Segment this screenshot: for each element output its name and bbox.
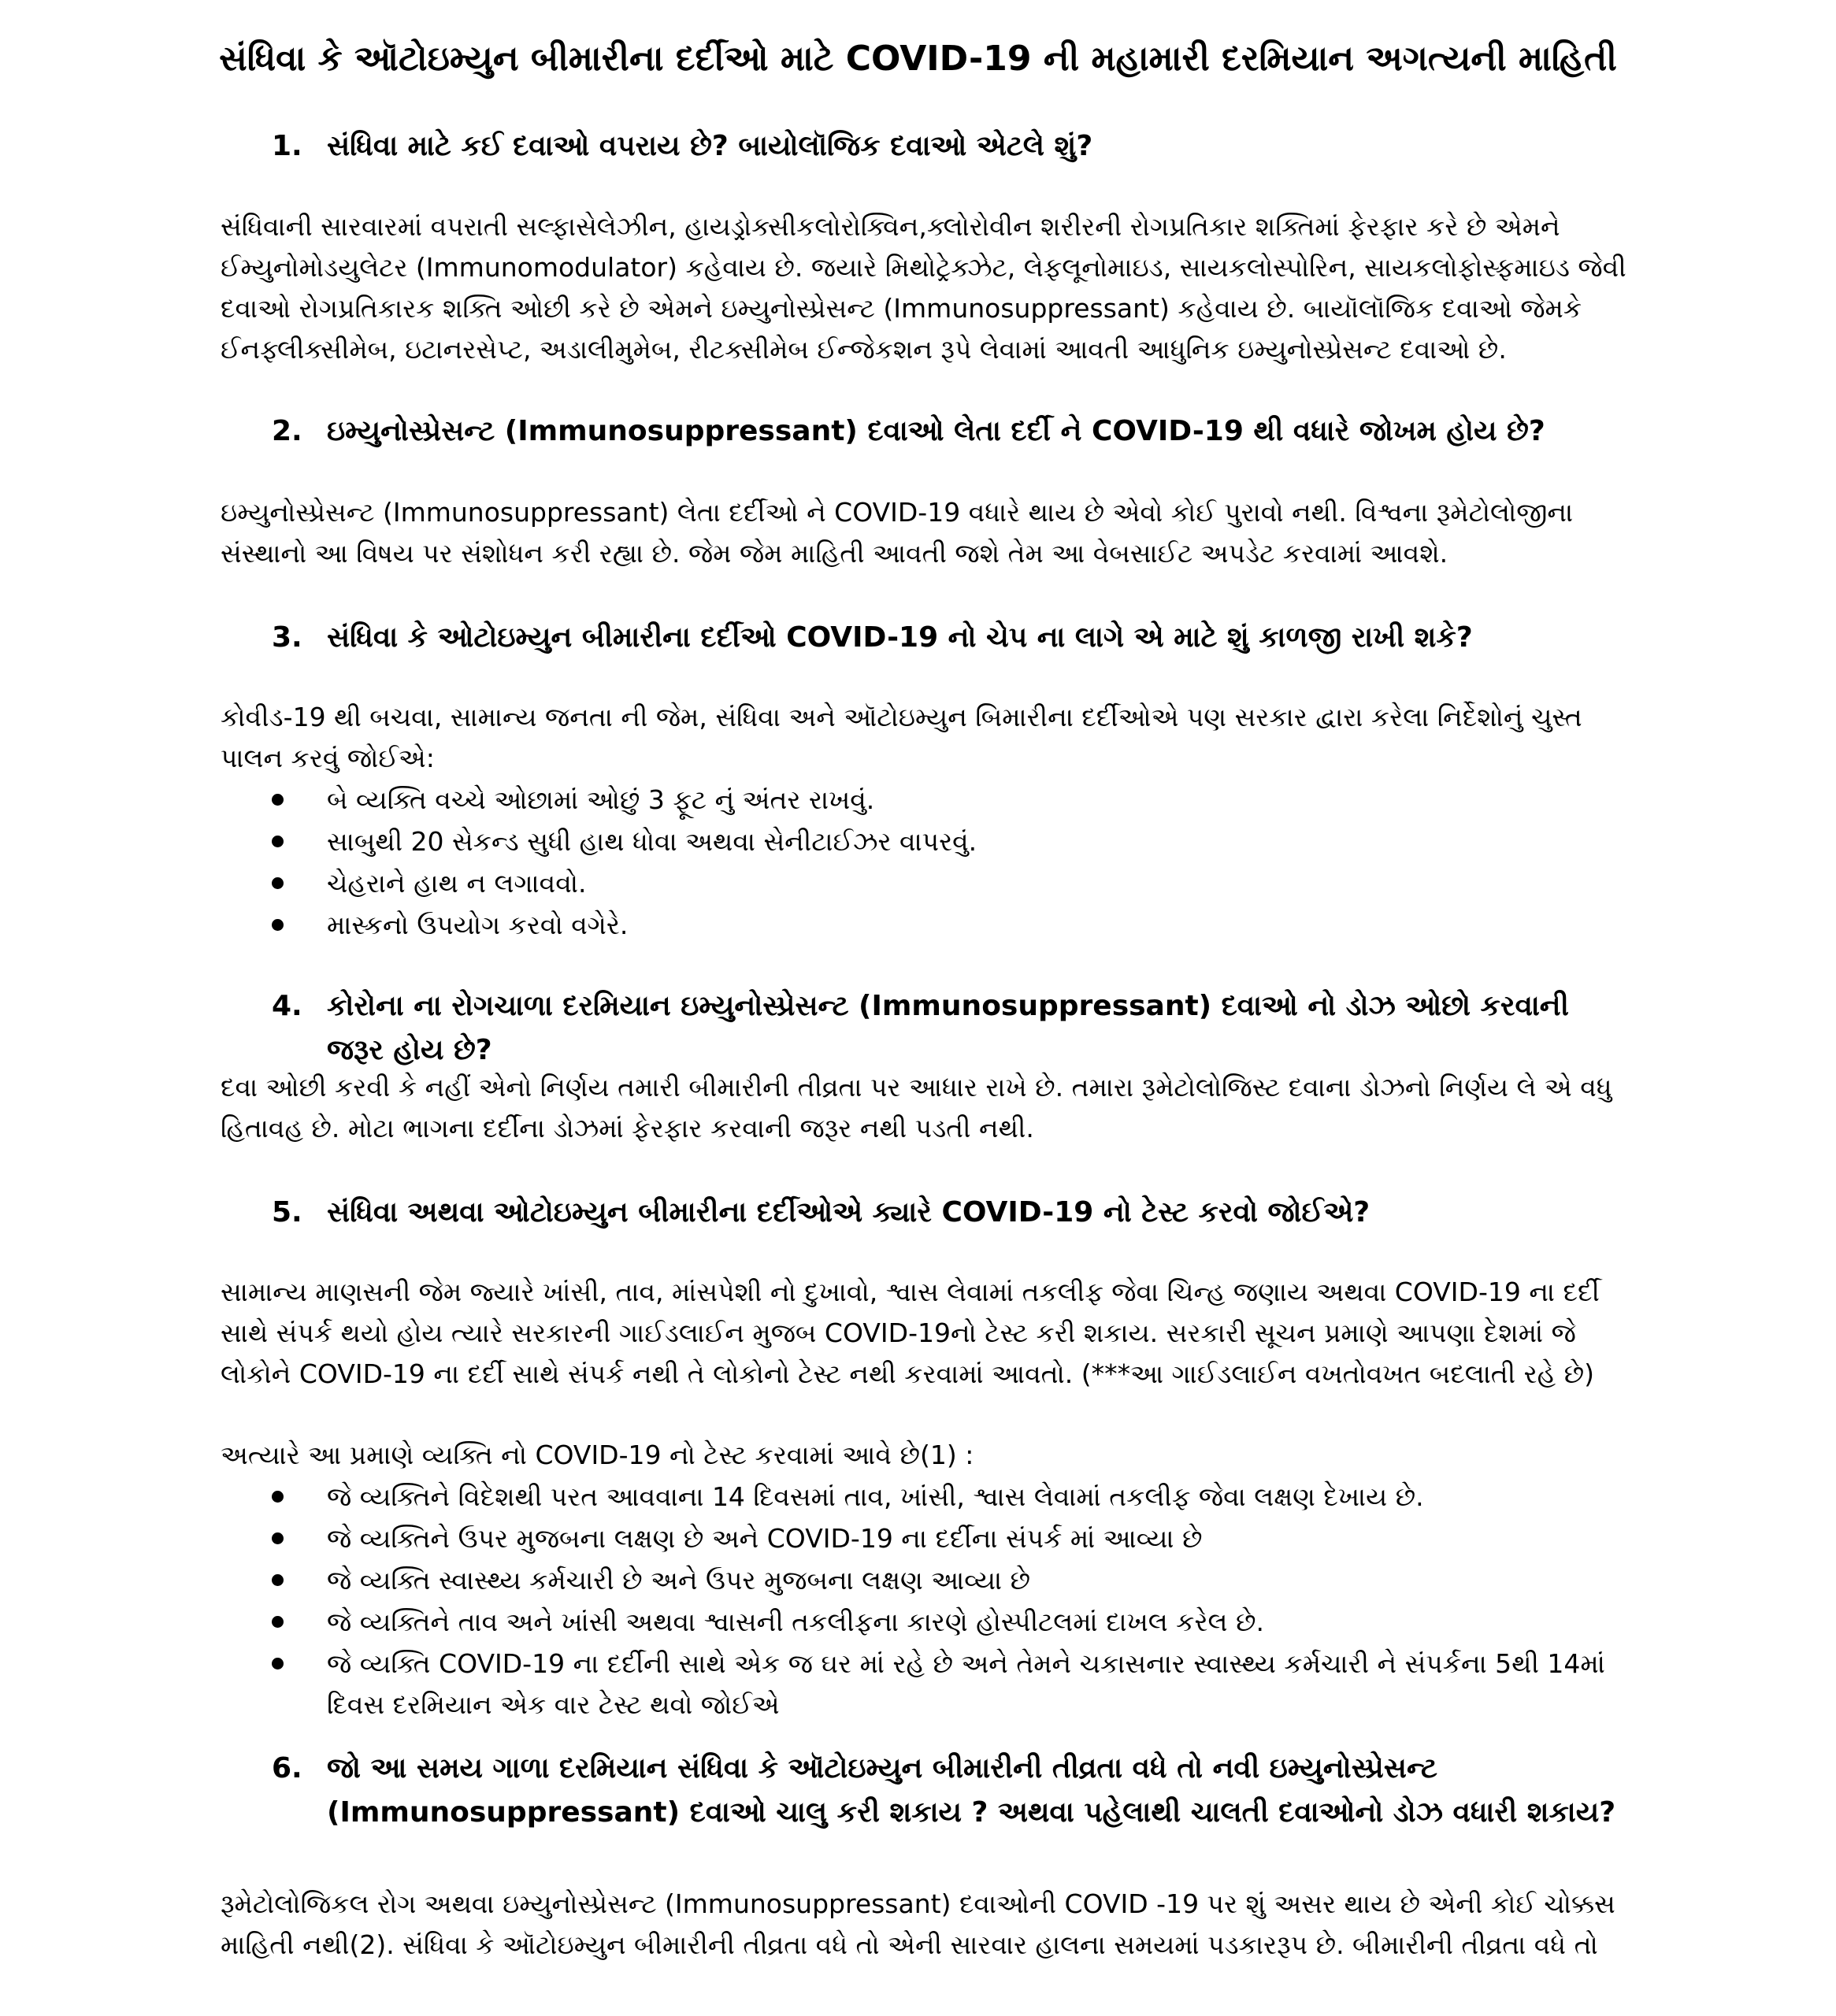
question-text: સંધિવા કે ઓટોઇમ્યુન બીમારીના દર્દીઓ COVID-19 નો ચેપ ના લાગે એ માટે શું કાળજી રાખી શકે?	[327, 621, 1473, 654]
question-text: જો આ સમય ગાળા દરમિયાન સંધિવા કે ઑટોઇમ્યુન બીમારીની તીવ્રતા વધે તો નવી ઇમ્યુનોસ્પ્રેસન્ટ (Immunosuppressant) દવાઓ ચાલુ કરી શકાય ? અથવા પહેલાથી ચાલતી દવાઓનો ડોઝ વધારી શકાય?	[327, 1752, 1616, 1829]
bullet-icon	[272, 1658, 284, 1670]
page-title: સંધિવા કે ઑટોઇમ્યુન બીમારીના દર્દીઓ માટે COVID-19 ની મહામારી દરમિયાન અગત્યની માહિતી	[219, 39, 1617, 79]
list-item: ચેહરાને હાથ ન લગાવવો.	[272, 863, 1626, 904]
precautions-list	[272, 780, 1626, 947]
bullet-icon	[272, 1574, 284, 1586]
paragraph: સામાન્ય માણસની જેમ જ્યારે ખાંસી, તાવ, માંસપેશી નો દુખાવો, શ્વાસ લેવામાં તકલીફ જેવા ચિન્હ જણાય અથવા COVID-19 ના દર્દી સાથે સંપર્ક થયો હોય ત્યારે સરકારની ગાઈડલાઈન મુજબ COVID-19નો ટેસ્ટ કરી શકાય. સરકારી સૂચન પ્રમાણે આપણા દેશમાં જે લોકોને COVID-19 ના દર્દી સાથે સંપર્ક નથી તે લોકોનો ટેસ્ટ નથી કરવામાં આવતો. (***આ ગાઈડલાઈન વખતોવખત બદલાતી રહે છે)	[221, 1277, 1600, 1389]
list-item: બે વ્યક્તિ વચ્ચે ઓછામાં ઓછું 3 ફૂટ નું અંતર રાખવું.	[272, 780, 1626, 821]
question-text: સંધિવા અથવા ઓટોઇમ્યુન બીમારીના દર્દીઓએ ક્યારે COVID-19 નો ટેસ્ટ કરવો જોઈએ?	[327, 1196, 1371, 1228]
question-number: 6.	[272, 1752, 302, 1784]
question-text: સંધિવા માટે કઈ દવાઓ વપરાય છે? બાયોલૉજિક દવાઓ એટલે શું?	[327, 130, 1093, 162]
question-number: 2.	[272, 415, 302, 447]
bullet-icon	[272, 1532, 284, 1544]
question-number: 3.	[272, 621, 302, 654]
paragraph: ઇમ્યુનોસ્પ્રેસન્ટ (Immunosuppressant) લેતા દર્દીઓ ને COVID-19 વધારે થાય છે એવો કોઈ પુરાવો નથી. વિશ્વના રૂમેટોલોજીના સંસ્થાનો આ વિષય પર સંશોધન કરી રહ્યા છે. જેમ જેમ માહિતી આવતી જશે તેમ આ વેબસાઈટ અપડેટ કરવામાં આવશે.	[221, 497, 1574, 569]
bullet-icon	[272, 1491, 284, 1503]
bullet-icon	[272, 919, 284, 931]
question-6	[272, 1747, 1634, 1835]
question-3	[272, 616, 1634, 660]
list-item: જે વ્યક્તિને વિદેશથી પરત આવવાના 14 દિવસમાં તાવ, ખાંસી, શ્વાસ લેવામાં તકલીફ જેવા લક્ષણ દેખાય છે.	[272, 1477, 1626, 1518]
list-item: જે વ્યક્તિને તાવ અને ખાંસી અથવા શ્વાસની તકલીફના કારણે હોસ્પીટલમાં દાખલ કરેલ છે.	[272, 1602, 1626, 1643]
list-item: જે વ્યક્તિ COVID-19 ના દર્દીની સાથે એક જ ઘર માં રહે છે અને તેમને ચકાસનાર સ્વાસ્થ્ય કર્મચારી ને સંપર્કના 5થી 14માં દિવસ દરમિયાન એક વાર ટેસ્ટ થવો જોઈએ	[272, 1644, 1626, 1725]
answer-5	[221, 1272, 1630, 1395]
answer-2	[221, 492, 1630, 574]
question-5	[272, 1191, 1634, 1235]
answer-6	[221, 1884, 1630, 1966]
paragraph: સંધિવાની સારવારમાં વપરાતી સલ્ફાસેલેઝીન, હાયડ્રોક્સીકલોરોક્વિન,ક્લોરોવીન શરીરની રોગપ્રતિકાર શક્તિમાં ફેરફાર કરે છે એમને ઈમ્યુનોમોડયુલેટર (Immunomodulator) કહેવાય છે. જયારે મિથોટ્રેક્ઝેટ, લેફલૂનોમાઇડ, સાયકલોસ્પોરિન, સાયકલોફોસ્ફમાઇડ જેવી દવાઓ રોગપ્રતિકારક શક્તિ ઓછી કરે છે એમને ઇમ્યુનોસ્પ્રેસન્ટ (Immunosuppressant) કહેવાય છે. બાયૉલૉજિક દવાઓ જેમકે ઈનફ્લીક્સીમેબ, ઇટાનરસેપ્ટ, અડાલીમુમેબ, રીટક્સીમેબ ઈન્જેકશન રૂપે લેવામાં આવતી આધુનિક ઇમ્યુનોસ્પ્રેસન્ટ દવાઓ છે.	[221, 211, 1626, 365]
bullet-icon	[272, 877, 284, 889]
bullet-icon	[272, 794, 284, 806]
answer-5-intro	[221, 1435, 1630, 1476]
question-number: 4.	[272, 990, 302, 1022]
list-item: જે વ્યક્તિને ઉપર મુજબના લક્ષણ છે અને COVID-19 ના દર્દીના સંપર્ક માં આવ્યા છે	[272, 1518, 1626, 1559]
question-2	[272, 410, 1634, 454]
paragraph: દવા ઓછી કરવી કે નહીં એનો નિર્ણય તમારી બીમારીની તીવ્રતા પર આધાર રાખે છે. તમારા રૂમેટોલોજિસ્ટ દવાના ડોઝનો નિર્ણય લે એ વધુ હિતાવહ છે. મોટા ભાગના દર્દીના ડોઝમાં ફેરફાર કરવાની જરૂર નથી પડતી નથી.	[221, 1072, 1612, 1143]
bullet-icon	[272, 836, 284, 847]
paragraph: રૂમેટોલોજિકલ રોગ અથવા ઇમ્યુનોસ્પ્રેસન્ટ (Immunosuppressant) દવાઓની COVID -19 પર શું અસર થાય છે એની કોઈ ચોક્કસ માહિતી નથી(2). સંધિવા કે ઑટોઇમ્યુન બીમારીની તીવ્રતા વધે તો એની સારવાર હાલના સમયમાં પડકારરૂપ છે. બીમારીની તીવ્રતા વધે તો	[221, 1888, 1615, 1960]
testing-criteria-list	[272, 1477, 1626, 1726]
answer-3	[221, 697, 1630, 779]
paragraph: કોવીડ-19 થી બચવા, સામાન્ય જનતા ની જેમ, સંધિવા અને ઑટોઇમ્યુન બિમારીના દર્દીઓએ પણ સરકાર દ્વારા કરેલા નિર્દેશોનું ચુસ્ત પાલન કરવું જોઈએ:	[221, 702, 1582, 773]
question-4	[272, 984, 1634, 1073]
question-number: 1.	[272, 130, 302, 162]
list-item: સાબુથી 20 સેકન્ડ સુધી હાથ ધોવા અથવા સેનીટાઈઝર વાપરવું.	[272, 821, 1626, 862]
list-item: જે વ્યક્તિ સ્વાસ્થ્ય કર્મચારી છે અને ઉપર મુજબના લક્ષણ આવ્યા છે	[272, 1560, 1626, 1601]
question-text: કોરોના ના રોગચાળા દરમિયાન ઇમ્યુનોસ્પ્રેસન્ટ (Immunosuppressant) દવાઓ નો ડોઝ ઓછો કરવાની જરૂર હોય છે?	[327, 990, 1569, 1066]
answer-4	[221, 1067, 1630, 1149]
paragraph: અત્યારે આ પ્રમાણે વ્યક્તિ નો COVID-19 નો ટેસ્ટ કરવામાં આવે છે(1) :	[221, 1440, 974, 1470]
question-number: 5.	[272, 1196, 302, 1228]
question-1	[272, 124, 1634, 169]
answer-1	[221, 206, 1630, 370]
question-text: ઇમ્યુનોસ્પ્રેસન્ટ (Immunosuppressant) દવાઓ લેતા દર્દી ને COVID-19 થી વધારે જોખમ હોય છે?	[327, 415, 1545, 447]
list-item: માસ્કનો ઉપયોગ કરવો વગેરે.	[272, 905, 1626, 946]
bullet-icon	[272, 1616, 284, 1628]
